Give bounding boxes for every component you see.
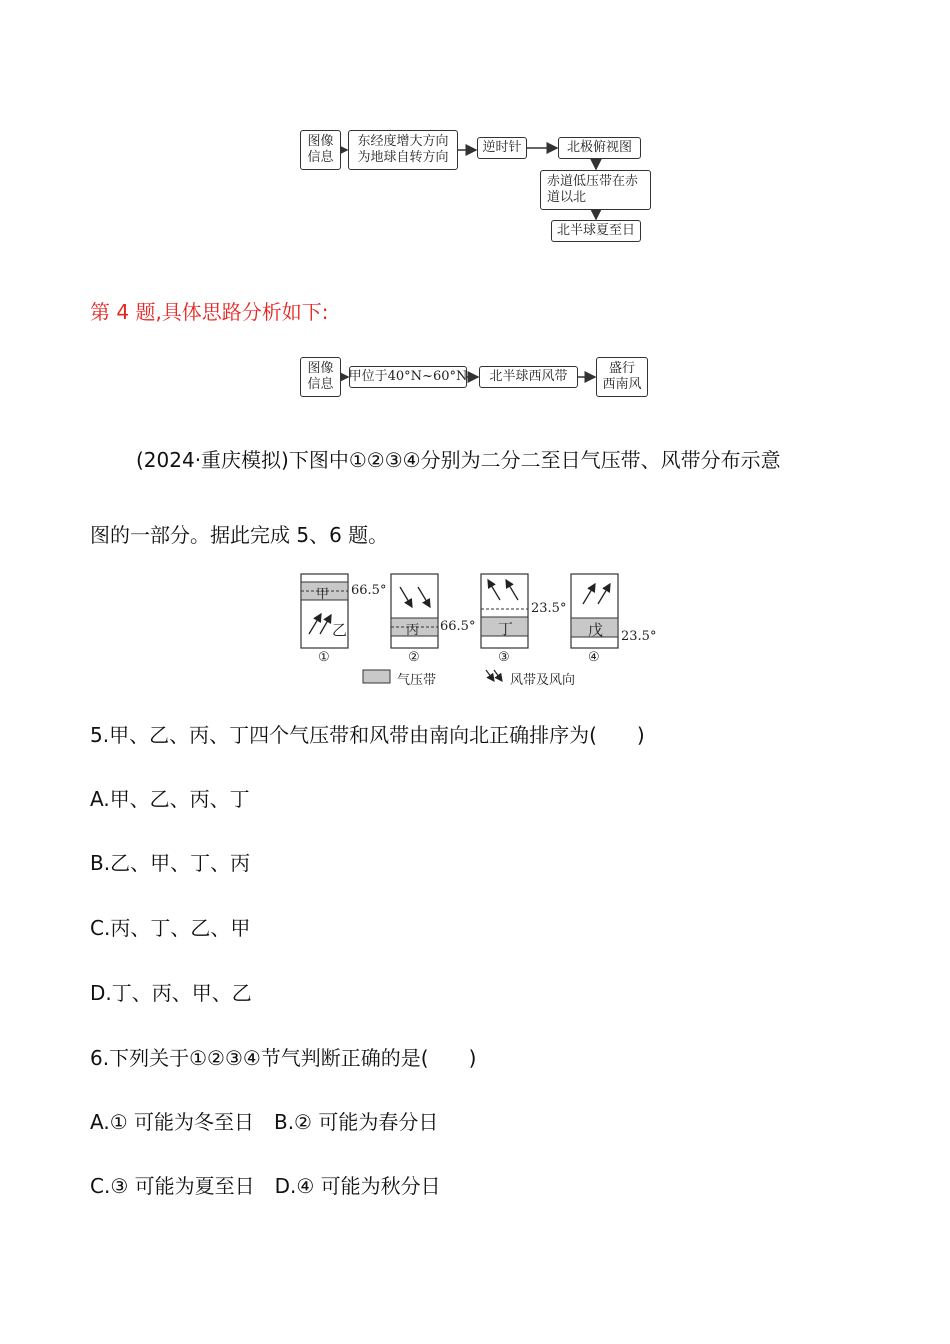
q6-stem: 6.下列关于①②③④节气判断正确的是( ) [90, 1046, 477, 1070]
flow1-box-rotation-line1: 东经度增大方向 [357, 134, 449, 149]
legend-wind-arrow-2 [494, 670, 502, 681]
panel-1-number: ① [318, 650, 330, 665]
flow2-box-westerlies: 北半球西风带 [479, 366, 578, 388]
legend-wind-arrow-1 [486, 670, 494, 681]
intro-line-1: (2024·重庆模拟)下图中①②③④分别为二分二至日气压带、风带分布示意 [136, 448, 781, 472]
panel-4-band-label: 戊 [588, 621, 604, 639]
flow2-box-image-info-line1: 图像 [307, 361, 334, 376]
flow1-box-counterclockwise: 逆时针 [477, 137, 527, 159]
panel-2-latitude: 66.5° [440, 619, 476, 634]
intro-line-2: 图的一部分。据此完成 5、6 题。 [90, 523, 389, 547]
flow2-box-location: 甲位于40°N~60°N [349, 366, 467, 388]
q5-option-a[interactable]: A.甲、乙、丙、丁 [90, 787, 250, 811]
flow1-box-image-info-line2: 信息 [307, 150, 334, 165]
q4-heading: 第 4 题,具体思路分析如下: [90, 300, 329, 324]
flow1-box-equatorial-low-line2: 道以北 [547, 190, 587, 205]
panel-2-number: ② [408, 650, 420, 665]
q5-option-d[interactable]: D.丁、丙、甲、乙 [90, 981, 252, 1005]
q6-options-ab[interactable]: A.① 可能为冬至日 B.② 可能为春分日 [90, 1110, 439, 1134]
legend-wind-label: 风带及风向 [510, 673, 576, 688]
q5-option-c[interactable]: C.丙、丁、乙、甲 [90, 916, 251, 940]
flow1-box-north-pole-view: 北极俯视图 [558, 137, 641, 159]
flow2-box-sw-wind-line1: 盛行 [608, 361, 635, 376]
panel-3-number: ③ [498, 650, 510, 665]
panel-1-wind-label: 乙 [332, 621, 348, 639]
flow1-box-equatorial-low-line1: 赤道低压带在赤 [547, 174, 639, 189]
legend-band-label: 气压带 [397, 673, 437, 688]
legend-band-swatch [363, 670, 390, 683]
panel-2-band-label: 丙 [406, 623, 420, 638]
flow1-box-summer-solstice: 北半球夏至日 [551, 220, 641, 242]
flow2-box-image-info-line2: 信息 [307, 377, 334, 392]
panel-3-latitude: 23.5° [531, 601, 567, 616]
panel-1-band-label: 甲 [316, 587, 330, 602]
q5-option-b[interactable]: B.乙、甲、丁、丙 [90, 851, 251, 875]
panel-1-latitude: 66.5° [351, 583, 387, 598]
panel-3-band-label: 丁 [498, 620, 514, 638]
q6-options-cd[interactable]: C.③ 可能为夏至日 D.④ 可能为秋分日 [90, 1174, 441, 1198]
panel-4-number: ④ [588, 650, 600, 665]
flow1-box-rotation-line2: 为地球自转方向 [357, 150, 449, 165]
panel-4-latitude: 23.5° [621, 629, 657, 644]
flow1-box-image-info-line1: 图像 [307, 134, 334, 149]
flow2-box-sw-wind-line2: 西南风 [602, 377, 642, 392]
q5-stem: 5.甲、乙、丙、丁四个气压带和风带由南向北正确排序为( ) [90, 723, 645, 747]
